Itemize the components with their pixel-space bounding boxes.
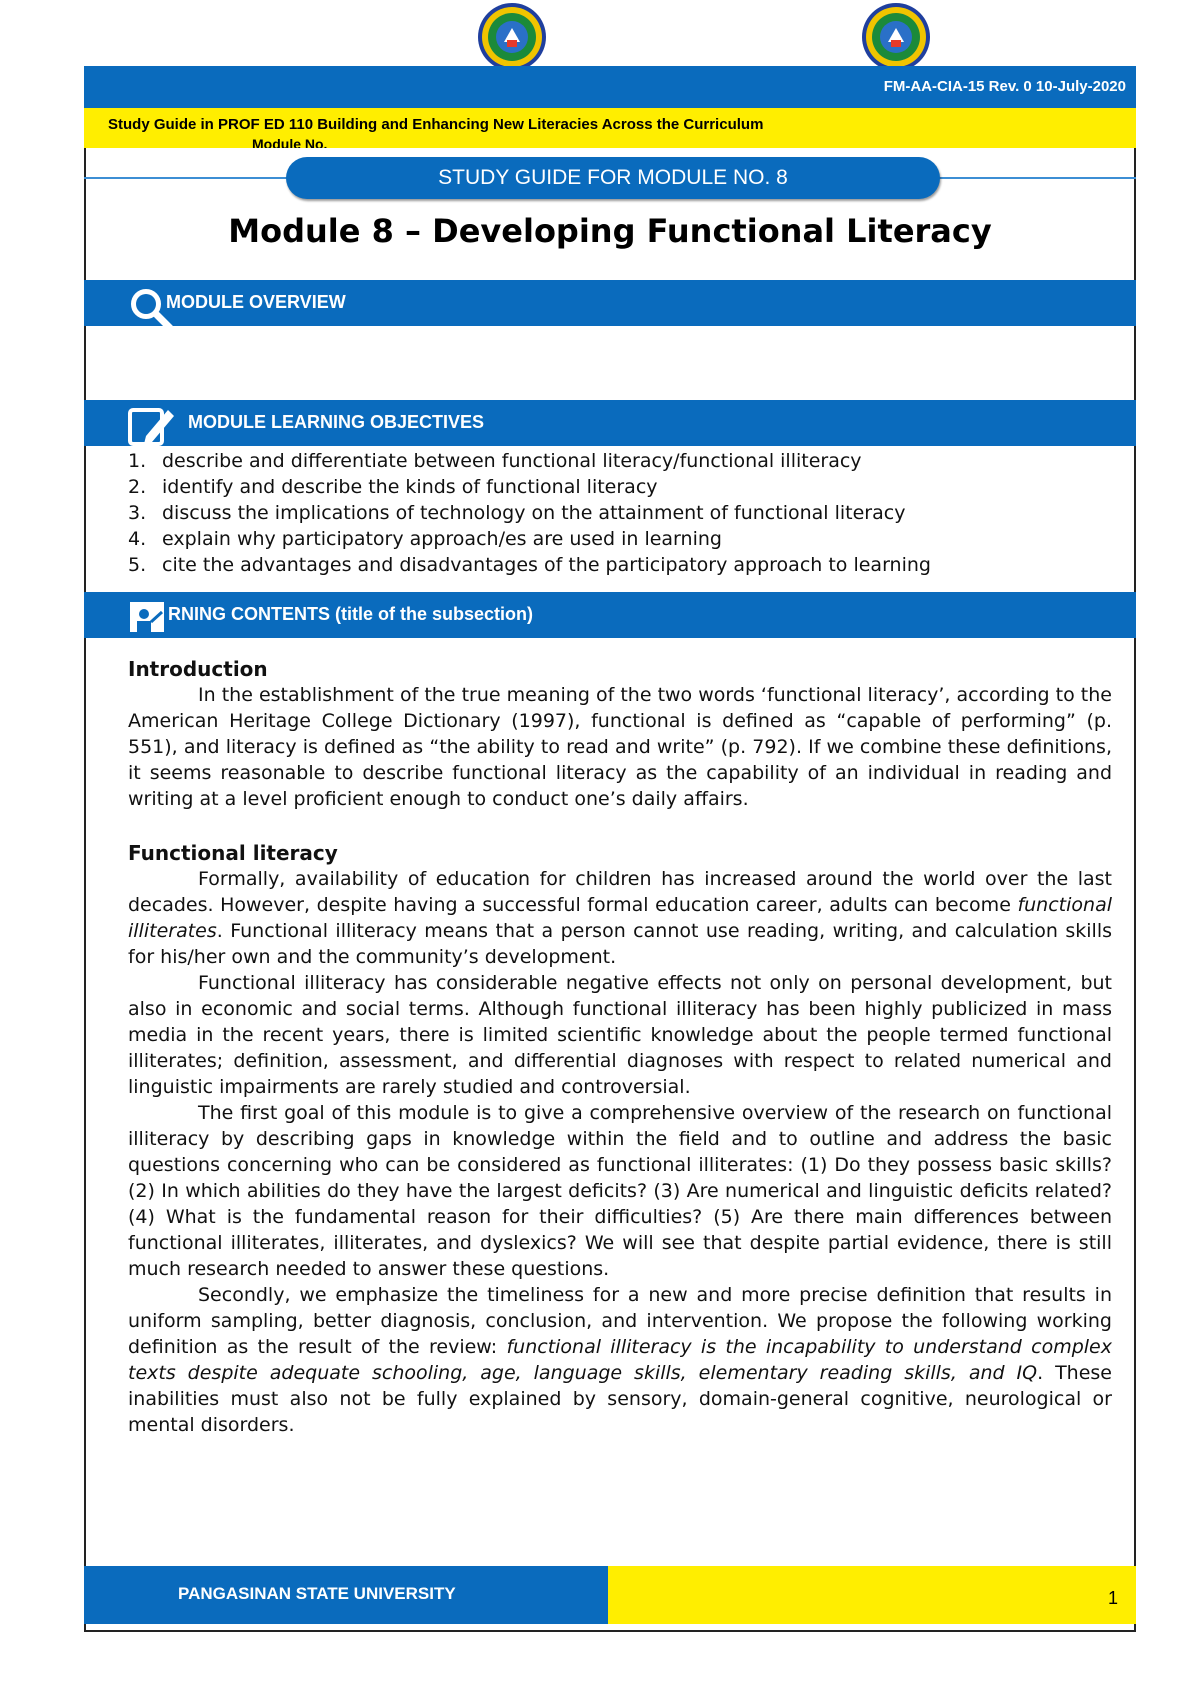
footer-page-bar bbox=[608, 1566, 1136, 1624]
university-seal-right bbox=[846, 2, 946, 72]
study-guide-subtitle: Module No. bbox=[252, 136, 328, 148]
divider-right bbox=[930, 177, 1136, 179]
introduction-heading: Introduction bbox=[128, 657, 268, 681]
learning-contents-label: RNING CONTENTS (title of the subsection) bbox=[168, 604, 534, 624]
functional-paragraph-2: Functional illiteracy has considerable negative effects not only on personal development, but also in economic and social terms. Although functional illiteracy has been highly publicized in mass media in the recent years, there is limited scientific knowledge about the people termed functional illiterates; definition, assessment, and differential diagnoses with respect to related numerical and linguistic impairments are rarely studied and controversial. bbox=[128, 972, 1112, 1098]
functional-paragraph-1: Formally, availability of education for children has increased around the world over the last decades. However, despite having a successful formal education career, adults can become functional illiterates. Functional illiteracy means that a person cannot use reading, writing, and calculation skills for his/her own and the community’s development. bbox=[128, 868, 1112, 968]
module-overview-label: MODULE OVERVIEW bbox=[166, 292, 346, 312]
module-overview-band bbox=[84, 280, 1136, 326]
functional-literacy-heading: Functional literacy bbox=[128, 841, 338, 865]
university-name: PANGASINAN STATE UNIVERSITY bbox=[178, 1584, 456, 1603]
university-seal-left bbox=[462, 2, 562, 72]
objective-item: 1. describe and differentiate between functional literacy/functional illiteracy bbox=[128, 450, 862, 472]
study-guide-title: Study Guide in PROF ED 110 Building and Enhancing New Literacies Across the Curriculum bbox=[108, 116, 764, 133]
module-banner: STUDY GUIDE FOR MODULE NO. 8 bbox=[286, 157, 940, 199]
page-number: 1 bbox=[1107, 1588, 1118, 1608]
objectives-band bbox=[84, 400, 1136, 446]
pencil-edit-icon bbox=[124, 402, 176, 454]
divider-left bbox=[84, 177, 294, 179]
objectives-label: MODULE LEARNING OBJECTIVES bbox=[188, 412, 485, 432]
objective-item: 5. cite the advantages and disadvantages of the participatory approach to learning bbox=[128, 554, 931, 576]
introduction-paragraph: In the establishment of the true meaning of the two words ‘functional literacy’, according to the American Heritage College Dictionary (1997), functional is defined as “capable of performing” (p. 551), and literacy is defined as “the ability to read and write” (p. 792). If we combine these definitions, it seems reasonable to describe functional literacy as the capability of an individual in reading and writing at a level proficient enough to conduct one’s daily affairs. bbox=[128, 684, 1112, 810]
page-title: Module 8 – Developing Functional Literacy bbox=[228, 212, 992, 250]
footer-university-bar bbox=[84, 1566, 608, 1624]
study-guide-bar bbox=[84, 108, 1136, 148]
objective-item: 4. explain why participatory approach/es are used in learning bbox=[128, 528, 722, 550]
learning-content bbox=[128, 656, 1112, 1438]
functional-paragraph-3: The first goal of this module is to give a comprehensive overview of the research on functional illiteracy by describing gaps in knowledge within the field and to outline and address the basic questions concerning who can be considered as functional illiterates: (1) Do they possess basic skills? (2) In which abilities do they have the largest deficits? (3) Are numerical and linguistic deficits related? (4) What is the fundamental reason for their difficulties? (5) Are there main differences between functional illiterates, illiterates, and dyslexics? We will see that despite partial evidence, there is still much research needed to answer these questions. bbox=[128, 1102, 1112, 1280]
document-code: FM-AA-CIA-15 Rev. 0 10-July-2020 bbox=[883, 78, 1126, 95]
objective-item: 3. discuss the implications of technology on the attainment of functional literacy bbox=[128, 502, 906, 524]
objectives-list bbox=[120, 448, 931, 578]
functional-paragraph-4: Secondly, we emphasize the timeliness for a new and more precise definition that results in uniform sampling, better diagnosis, conclusion, and intervention. We propose the following working definition as the result of the review: functional illiteracy is the incapability to understand complex texts despite adequate schooling, age, language skills, elementary reading skills, and IQ. These inabilities must also not be fully explained by sensory, domain-general cognitive, neurological or mental disorders. bbox=[128, 1284, 1112, 1436]
header-bar bbox=[84, 66, 1136, 108]
learning-contents-band bbox=[84, 592, 1136, 638]
university-seal-icon bbox=[846, 2, 946, 72]
university-seal-icon bbox=[462, 2, 562, 72]
objective-item: 2. identify and describe the kinds of functional literacy bbox=[128, 476, 658, 498]
